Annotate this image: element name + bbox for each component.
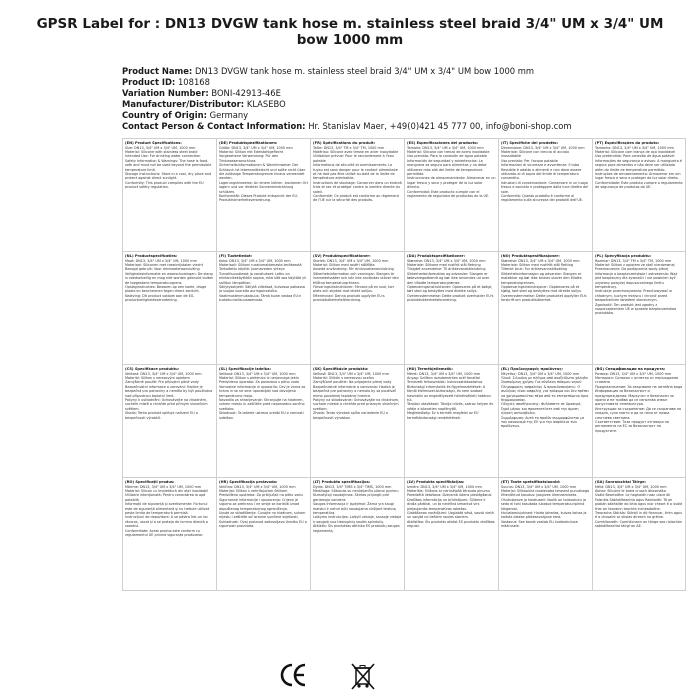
spec-cell-body: Izmērs: DN13, 3/4" UM x 3/4" UM, 1000 mm Materiāls: Silikons ar nerūsējošā tērauda pinumu Paredzētā lietošana: Dzeramā ūdens pieslēgšanai Drošības informācija un brīdinājumi: Šļūtene ir droša pārtikai, un to nedrīkst izmantot virs pieļaujamās temperatūras robežas. Glabāšanas norādījumi: Uzglabāt vēsā, sausā vietā un sargāt no tiešiem saules stariem. Atbilstība: Šis produkts atbilst ES produktu drošības regulai.: [407, 484, 495, 529]
spec-cell: [592, 478, 686, 590]
spec-cell-body: Suurus: DN13, 3/4" UM x 3/4" UM, 1000 mm Materjal: Silikoonist roostevaba terasest punutisega Ettenähtud kasutus: Joogivee ühendamiseks Ohutusteave ja hoiatused: Voolik on toiduohutu ja seda ei tohi kasutada lubatud temperatuuripiirist kõrgemal. Hoiustamisjuhised: Hoida jahedas, kuivas kohas ja kaitsta otsese päikesevalguse eest. Vastavus: See toode vastab ELi tooteohutuse määrusele.: [501, 484, 590, 529]
spec-cell: [310, 478, 404, 590]
info-row-country: Country of Origin: Germany: [122, 110, 249, 120]
spec-cell: [122, 139, 216, 251]
spec-grid: [122, 138, 686, 591]
page-title: GPSR Label for : DN13 DVGW tank hose m. stainless steel braid 3/4" UM x 3/4" UM bow 1000 mm: [36, 16, 664, 48]
spec-cell-heading: (PT) Especificações do produto:: [595, 141, 660, 145]
spec-cell-body: Velikost: DN13, 3/4" UM x 3/4" UM, 1000 mm Materiál: Silikon s nerezovým opletem Zamýšlené použití: Pro připojení pitné vody Bezpečnostní informace a varování: Hadice je bezpečná pro potraviny a neměla by být používána nad přípustnou teplotní limit. Pokyny k uskladnění: Uchovávejte na chladném, suchém místě a chraňte před přímým slunečním světlem. Shoda: Tento produkt splňuje nařízení EU o bezpečnosti výrobků.: [125, 371, 213, 420]
spec-cell-heading: (FR) Spécifications du produit:: [313, 141, 376, 145]
spec-cell: [404, 139, 498, 251]
compliance-symbols: [0, 662, 700, 692]
spec-cell-heading: (BG) Спецификации на продукта:: [595, 367, 666, 371]
spec-cell-body: Size: DN13, 3/4" UM x 3/4" UM, 1000 mm Material: Silicone with stainless steel braid Intended Use: For drinking water connection Safety Information & Warnings: The hose is food-safe and must not be used beyond the permissible temperature limit. Storage Instructions: Store in a cool, dry place and protect against direct sunlight. Conformity: This product complies with the EU product safety regulation.: [125, 145, 212, 190]
spec-cell: [122, 478, 216, 590]
info-row-product-name: Product Name: DN13 DVGW tank hose m. stainless steel braid 3/4" UM x 3/4" UM bow 1000 mm: [122, 66, 535, 76]
spec-cell-heading: (HU) Termékjellemzők:: [407, 367, 453, 371]
spec-cell-heading: (NO) Produktspesifikasjoner:: [501, 254, 560, 258]
spec-cell: [592, 365, 686, 477]
spec-cell: [498, 478, 592, 590]
spec-cell-body: Maat: DN13, 3/4" UM x 3/4" UM, 1000 mm Materiaal: Siliconen met roestvrijstalen vlecht Beoogd gebruik: Voor drinkwateraansluiting Veiligheidsinformatie en waarschuwingen: De slang is voedselveilig en mag niet worden gebruikt buiten de toegestane temperatuurgrens. Opslaginstructies: Bewaren op een koele, droge plaats en beschermen tegen direct zonlicht. Naleving: Dit product voldoet aan de EU-productveiligheidsverordening.: [125, 258, 214, 303]
spec-cell: [404, 365, 498, 477]
spec-cell-body: Méid: DN13, 3/4" UM x 3/4" UM, 1000 mm Ábhar: Silicone le braid cruach dhosmálta Úsáid Beartaithe: Le haghaidh nasc uisce óil Faisnéis Sábháilteachta agus Rabhaidh: Tá an píobán sábháilte do bhia agus níor cheart é a úsáid thar an teorainn teochta incheadaithe. Treoracha Stórála: Stóráil in áit fionnuar, tirim agus é a chosaint ar sholas díreach na gréine. Comhlíonadh: Comhlíonann an táirge seo rialachán sábháilteachta táirgí an AE.: [595, 484, 683, 529]
spec-cell: [216, 252, 310, 364]
spec-cell: [122, 252, 216, 364]
spec-row: [122, 477, 686, 591]
spec-cell-heading: (DA) Produktspecifikationer:: [407, 254, 466, 258]
spec-cell-body: Größe: DN13, 3/4" UM x 3/4" UM, 1000 mm Material: Silikon mit Edelstahlgeflecht Vorgesehene Verwendung: Für den Trinkwasseranschluss Sicherheitsinformationen & Warnhinweise: Der Schlauch ist lebensmittelecht und sollte nicht über die zulässige Temperaturgrenze hinaus verwendet werden. Lagerungshinweise: An einem kühlen, trockenen Ort lagern und vor direkter Sonneneinstrahlung schützen. Konformität: Dieses Produkt entspricht der EU-Produktsicherheitsverordnung.: [219, 145, 308, 203]
spec-cell-heading: (HR) Specifikacija proizvoda:: [219, 480, 278, 484]
spec-cell-heading: (SV) Produktspecifikationer:: [313, 254, 371, 258]
spec-cell: [310, 252, 404, 364]
spec-cell-body: Tamanho: DN13, 3/4" UM x 3/4" UM, 1000 mm Material: Silicone com trança de aço inoxidável Uso pretendido: Para conexão de água potável Informações de segurança e avisos: A mangueira é segura para alimentos e não deve ser utilizada além do limite de temperatura permitido. Instruções de armazenamento: Armazenar em um lugar fresco e seco e proteger da luz solar direta. Conformidade: Este produto cumpre o regulamento de segurança de produtos da UE.: [595, 145, 683, 190]
spec-row: [122, 138, 686, 251]
spec-cell-body: Veličina: DN13, 3/4" UM x 3/4" UM, 1000 mm Materijal: Silikon s nehrđajućom čelikom Predviđena upotreba: Za priključak na pitku vodu Sigurnosne informacije i upozorenja: Crijevo je sigurno za prehranu i ne smije se koristiti iznad dopuštenog temperaturnog ograničenja. Upute za skladištenje: Čuvajte na hladnom, suhom mjestu i zaštitite od izravne sunčeve svjetlosti. Sukladnost: Ovaj proizvod zadovoljava Uredbu EU o sigurnosti proizvoda.: [219, 484, 307, 529]
spec-cell-heading: (ET) Toote spetsifikatsioonid:: [501, 480, 561, 484]
spec-cell: [404, 478, 498, 590]
spec-cell-body: Veľkosť: DN13, 3/4" UM x 3/4" UM, 1000 mm Materiál: Silikón s nerezovou oceľou Zamýšľané použitie: Na pripojenie pitnej vody Bezpečnostné informácie a varovania: Hadica je bezpečná pre potraviny a nemala by sa používať mimo povolenej teplotnej hranice. Pokyny na skladovanie: Uchovávajte na chladnom, suchom mieste a chráňte pred priamym slnečným svetlom. Zhoda: Tento výrobok spĺňa nariadenie EÚ o bezpečnosti výrobkov.: [313, 371, 400, 420]
spec-cell: [310, 139, 404, 251]
info-row-variation-number: Variation Number: BONI-42913-46E: [122, 88, 281, 98]
spec-cell-heading: (RO) Specificații produs:: [125, 480, 175, 484]
spec-cell-body: Μέγεθος: DN13, 3/4" UM x 3/4" UM, 1000 mm Υλικό: Σιλικόνη με πλέγμα από ανοξείδωτο χάλυβα Σκοπούμενη χρήση: Για σύνδεση πόσιμου νερού Πληροφορίες ασφαλείας & προειδοποιήσεις: Ο σωλήνας είναι ασφαλής για τρόφιμα και δεν πρέπει να χρησιμοποιείται πέρα από το επιτρεπόμενο όριο θερμοκρασίας. Οδηγίες αποθήκευσης: Φυλάσσετε σε δροσερό, ξηρό μέρος και προστατεύετε από την άμεση ηλιακή ακτινοβολία. Συμμόρφωση: Αυτό το προϊόν συμμορφώνεται με τον κανονισμό της ΕΕ για την ασφάλεια των προϊόντων.: [501, 371, 589, 429]
spec-cell: [310, 365, 404, 477]
spec-cell-heading: (ES) Especificaciones del producto:: [407, 141, 479, 145]
spec-cell-body: Koko: DN13, 3/4" UM x 3/4" UM, 1000 mm Materiaali: Silikoni ruostumattomasta teräksestä Tarkoitettu käyttö: Juomaveden yhteys Turvallisuustiedot ja varoitukset: Letku on elintarvikekäyttöön sopiva, eikä sitä saa käyttää yli sallitun lämpötilan. Säilytysohjeet: Säilytä viileässä, kuivassa paikassa ja suojaa suoralta auringonvalolta. Vaatimustenmukaisuus: Tämä tuote vastaa EU:n tuoteturvallisuusasetusta.: [219, 258, 307, 303]
spec-cell-heading: (SK) Špecifikácie produktu:: [313, 367, 369, 371]
spec-cell-body: Mărime: DN13, 3/4" UM x 3/4" UM, 1000 mm Material: Silicon cu împletitură din oțel inoxidabil Utilizare intenționată: Pentru conectarea la apă potabilă Informații de siguranță și avertismente: Furtunul este de siguranță alimentară și nu trebuie utilizat peste limita de temperatură permisă. Instrucțiuni de depozitare: A se păstra într-un loc răcoros, uscat și a se proteja de lumina directă a soarelui. Conformitate: Acest produs este conform cu regulamentul UE privind siguranța produselor.: [125, 484, 210, 538]
spec-cell-body: Tamaño: DN13, 3/4" UM x 3/4" UM, 1000 mm Material: Silicona con trenza de acero inoxidable Uso previsto: Para la conexión de agua potable Información de seguridad y advertencias: La manguera es segura para alimentos y no debe utilizarse más allá del límite de temperatura permitido. Instrucciones de almacenamiento: Almacenar en un lugar fresco y seco y proteger de la luz solar directa. Conformidad: Este producto cumple con el reglamento de seguridad de productos de la UE.: [407, 145, 496, 199]
spec-cell-heading: (EN) Product Specifications:: [125, 141, 182, 145]
spec-cell-body: Velikost: DN13, 3/4" UM x 3/4" UM, 1000 mm Material: Silikon s pletenico iz nerjavnega jekla Predvidena uporaba: Za povezavo s pitno vodo Varnostne informacije in opozorila: Cev je varna za hrano in se ne sme uporabljati nad dovoljeno temperaturno mejo. Navodila za shranjevanje: Shranjujte na hladnem, suhem mestu in zaščitite pred neposredno sončno svetlobo. Skladnost: Ta izdelek ustreza uredbi EU o varnosti izdelkov.: [219, 371, 306, 420]
spec-cell: [498, 139, 592, 251]
spec-cell: [592, 139, 686, 251]
spec-cell: [498, 365, 592, 477]
spec-cell-heading: (NL) Productspecificaties:: [125, 254, 178, 258]
ce-mark-icon: [280, 662, 308, 692]
weee-bin-icon: [350, 662, 376, 696]
spec-cell-body: Размер: DN13, 3/4" UM x 3/4" UM, 1000 mm Материал: Силикон с оплетка от неръждаема стомана Предназначение: За свързване на питейна вода Информация за безопасност и предупреждения: Маркучът е безопасен за храни и не трябва да се използва извън допустимата температура. Инструкции за съхранение: Да се съхранява на хладно, сухо място и да се пази от пряка слънчева светлина. Съответствие: Този продукт отговаря на регламента на ЕС за безопасност на продуктите.: [595, 371, 683, 433]
spec-cell-heading: (EL) Προδιαγραφές προϊόντος:: [501, 367, 563, 371]
spec-cell-body: Størrelse: DN13, 3/4" UM x 3/4" UM, 1000 mm Materiale: Silikon med rustfritt stål fletting Tiltenkt bruk: For drikkevannstilkobling Sikkerhetsinformasjon og advarsler: Slangen er matsikker og bør ikke brukes utover den tillatte temperaturgrensen. Oppbevaringsinstruksjoner: Oppbevares på et kjølig, tørt sted og beskyttes mot direkte sollys. Overensstemmelse: Dette produktet oppfyller EUs forskrift om produktsikkerhet.: [501, 258, 587, 303]
info-row-contact: Contact Person & Contact Information: Hr. Stanislav Maer, +49(0)421 45 777 00, info@boni-shop.com: [122, 121, 572, 131]
spec-cell-body: Dydis: DN13, 3/4" TIMS x 3/4" TIMS, 1000 mm Medžiaga: Silikonas su nerūdijančio plieno pynimu Numatytoji naudojimas: Skirtas prijungti prie geriamojo vandens Saugos informacija ir įspėjimai: Žarna yra saugi maistui ir neturi būti naudojama viršijant leistiną temperatūrą. Laikymo instrukcijos: Laikyti vėsioje, sausoje vietoje ir saugoti nuo tiesioginių saulės spindulių. Atitiktis: Šis produktas atitinka ES produktų saugos reglamentą.: [313, 484, 402, 533]
info-row-manufacturer: Manufacturer/Distributor: KLASEBO: [122, 99, 286, 109]
spec-cell-heading: (DE) Produktspezifikationen:: [219, 141, 278, 145]
spec-cell-heading: (SL) Specifikacije izdelka:: [219, 367, 271, 371]
spec-cell-body: Méret: DN13, 3/4" UM x 3/4" UM, 1000 mm Anyag: Szilikon rozsdamentes acél fonattal Tervezett felhasználás: Ivóvízcsatlakozáshoz Biztonsági információk és figyelmeztetések: A tömlő élelmiszer-biztonságú, és nem szabad használni az engedélyezett hőmérsékleti határon túl. Tárolási utasítások: Tárolja hűvös, száraz helyen és védje a közvetlen napfénytől. Megfelelőség: Ez a termék megfelel az EU termékbiztonsági rendeletének.: [407, 371, 494, 420]
spec-cell-body: Dimensione: DN13, 3/4" UM x 3/4" UM, 1000 mm Materiale: Silicone con treccia di acciaio inossidabile Uso previsto: Per l'acqua potabile Informazioni di sicurezza e avvertenze: Il tubo flessibile è adatto a alimenti e non deve essere utilizzato al di sopra del limite di temperatura consentito. Istruzioni di conservazione: Conservare in un luogo fresco e asciutto e proteggere dalla luce diretta del sole. Conformità: Questo prodotto è conforme al regolamento sulla sicurezza dei prodotti dell'UE.: [501, 145, 589, 203]
spec-cell: [122, 365, 216, 477]
info-row-product-id: Product ID: 108168: [122, 77, 210, 87]
spec-cell-heading: (LT) Produkto specifikacijos:: [313, 480, 371, 484]
spec-cell-body: Størrelse: DN13, 3/4" UM x 3/4" UM, 1000 mm Materiale: Silikone med rustfrit stål fletning Tilsigtet anvendelse: Til drikkevandstilslutning Sikkerhedsinformation og advarsler: Slangen er fødevaregodkendt og bør ikke anvendes ud over den tilladte temperaturgrænse. Opbevaringsinstruktioner: Opbevares på et køligt, tørt sted og beskyttes mod direkte sollys. Overensstemmelse: Dette produkt overholder EU's produktsikkerhedsforordning.: [407, 258, 494, 303]
spec-cell-body: Taille: DN13, 3/4" TM x 3/4" TM, 1000 mm Matériau: Silicone avec tresse en acier inoxydable Utilisation prévue: Pour le raccordement à l'eau potable Informations de sécurité et avertissements: Le tuyau est sans danger pour le contact alimentaire et ne doit pas être utilisé au-delà de la limite de température admissible. Instructions de stockage: Conserver dans un endroit frais et sec et protéger contre la lumière directe du soleil. Conformité: Ce produit est conforme au règlement de l'UE sur la sécurité des produits.: [313, 145, 402, 203]
spec-cell: [216, 478, 310, 590]
spec-cell: [498, 252, 592, 364]
spec-cell-heading: (CS) Specifikace produktu:: [125, 367, 180, 371]
spec-cell-heading: (FI) Tuotetiedot:: [219, 254, 253, 258]
spec-cell: [216, 365, 310, 477]
spec-cell: [592, 252, 686, 364]
spec-cell-heading: (GA) Sonraíochtaí Táirge:: [595, 480, 646, 484]
spec-row: [122, 364, 686, 477]
spec-cell-heading: (LV) Produkta specifikācijas:: [407, 480, 465, 484]
spec-cell-heading: (IT) Specifiche del prodotto:: [501, 141, 559, 145]
spec-cell: [216, 139, 310, 251]
product-info: [122, 66, 682, 132]
spec-cell-body: Storlek: DN13, 3/4" UM x 3/4" UM, 1000 mm Material: Silikon med rostfri stålfläta Avsedd användning: För dricksvattenanslutning Säkerhetsinformation och varningar: Slangen är livsmedelssäker och bör inte användas utöver den tillåtna temperaturgränsen. Förvaringsinstruktioner: Förvara på en sval, torr plats och skydda mot direkt solljus. Efterlevnad: Denna produkt uppfyller EU:s produktsäkerhetsförordning.: [313, 258, 399, 303]
spec-row: [122, 251, 686, 364]
spec-cell-body: Rozmiar: DN13, 3/4" TM x 3/4" TM, 1000 mm Materiał: Silikon z oplotem ze stali nierdzewnej Przeznaczenie: Do podłączenia wody pitnej Informacje o bezpieczeństwie i ostrzeżenia: Wąż jest bezpieczny dla żywności i nie powinien być używany powyżej dopuszczalnego limitu temperatury. Instrukcje przechowywania: Przechowywać w chłodnym, suchym miejscu i chronić przed bezpośrednim światłem słonecznym. Zgodność: Ten produkt jest zgodny z rozporządzeniem UE w sprawie bezpieczeństwa produktów.: [595, 258, 678, 316]
spec-cell: [404, 252, 498, 364]
spec-cell-heading: (PL) Specyfikacja produktu:: [595, 254, 652, 258]
